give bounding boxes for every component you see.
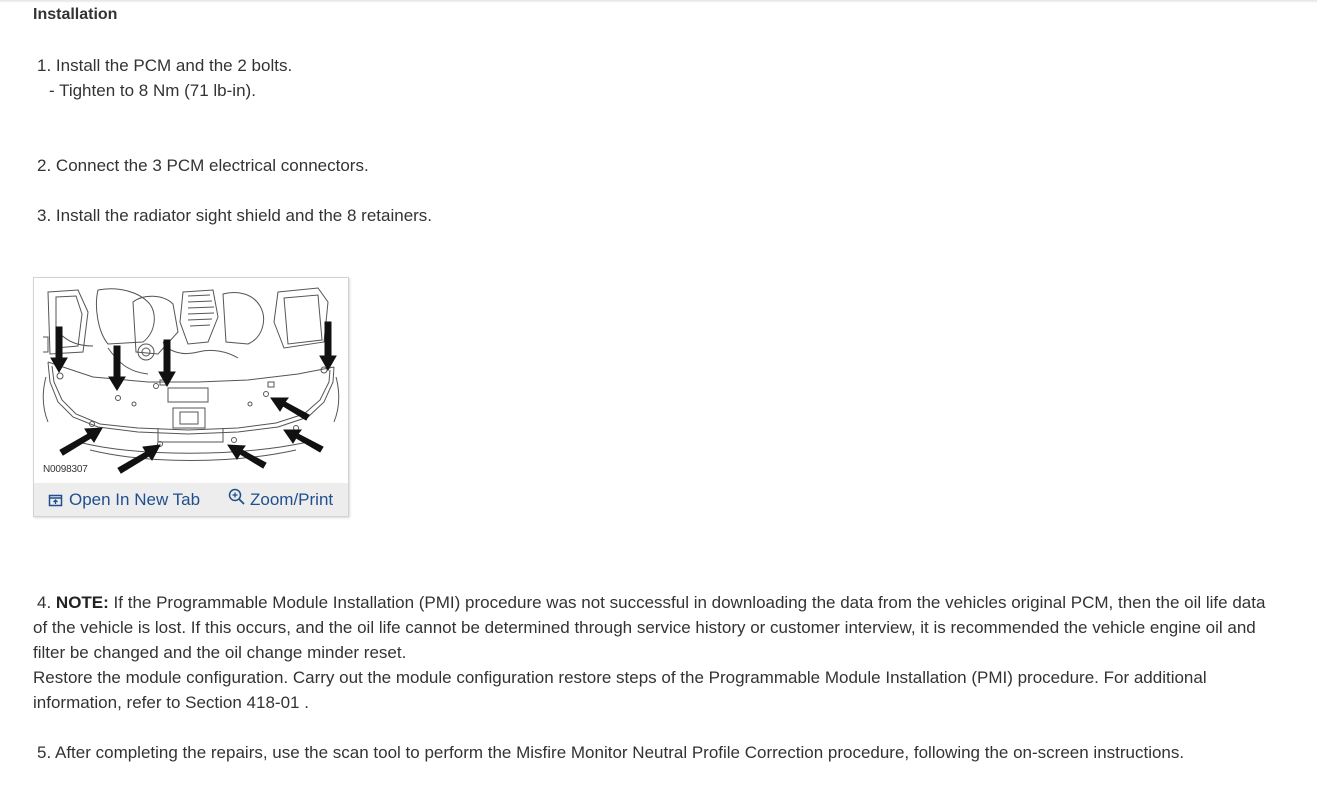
- radiator-sight-shield-illustration[interactable]: [38, 282, 344, 478]
- section-title: Installation: [33, 6, 118, 23]
- step-text: Install the radiator sight shield and the 8 retainers.: [55, 206, 433, 225]
- top-edge-shadow: [0, 0, 1317, 3]
- zoom-in-icon: [228, 488, 246, 506]
- figure-toolbar: [34, 483, 348, 516]
- step-number: 3.: [37, 206, 52, 225]
- zoom-print-label: Zoom/Print: [250, 490, 334, 509]
- step-text: Install the PCM and the 2 bolts.: [55, 56, 293, 75]
- open-in-new-tab-link[interactable]: [48, 490, 200, 510]
- step-number: 1.: [37, 56, 52, 75]
- step-number: 4.: [37, 593, 52, 612]
- step-text: After completing the repairs, use the scan tool to perform the Misfire Monitor Neutral Profile Correction procedure, following the on-screen instructions.: [54, 743, 1185, 762]
- note-label: NOTE:: [55, 593, 109, 612]
- zoom-print-link[interactable]: [228, 490, 333, 510]
- step-1: [37, 53, 292, 78]
- open-new-tab-icon: [48, 493, 63, 508]
- figure-id-label: N0098307: [43, 464, 88, 475]
- step-number: 2.: [37, 156, 52, 175]
- step-5: [37, 740, 1184, 765]
- step-2: [37, 153, 369, 178]
- step-text: Connect the 3 PCM electrical connectors.: [55, 156, 369, 175]
- step-1-substep: - Tighten to 8 Nm (71 lb-in).: [49, 81, 256, 100]
- open-in-new-tab-label: Open In New Tab: [69, 490, 201, 509]
- step-4: [33, 590, 1278, 665]
- step-4-instruction: Restore the module configuration. Carry out the module configuration restore steps of the Programmable Module Installation (PMI) procedure. For additional information, refer to Section 418-01 .: [33, 668, 1207, 712]
- note-text: If the Programmable Module Installation (PMI) procedure was not successful in downloading the data from the vehicles original PCM, then the oil life data of the vehicle is lost. If this occurs, and the oil life cannot be determined through service history or customer interview, it is recommended the vehicle engine oil and filter be changed and the oil change minder reset.: [33, 593, 1266, 662]
- illustration-drawing: [38, 282, 344, 478]
- step-number: 5.: [37, 743, 52, 762]
- figure-panel: [33, 277, 349, 517]
- step-3: [37, 203, 432, 228]
